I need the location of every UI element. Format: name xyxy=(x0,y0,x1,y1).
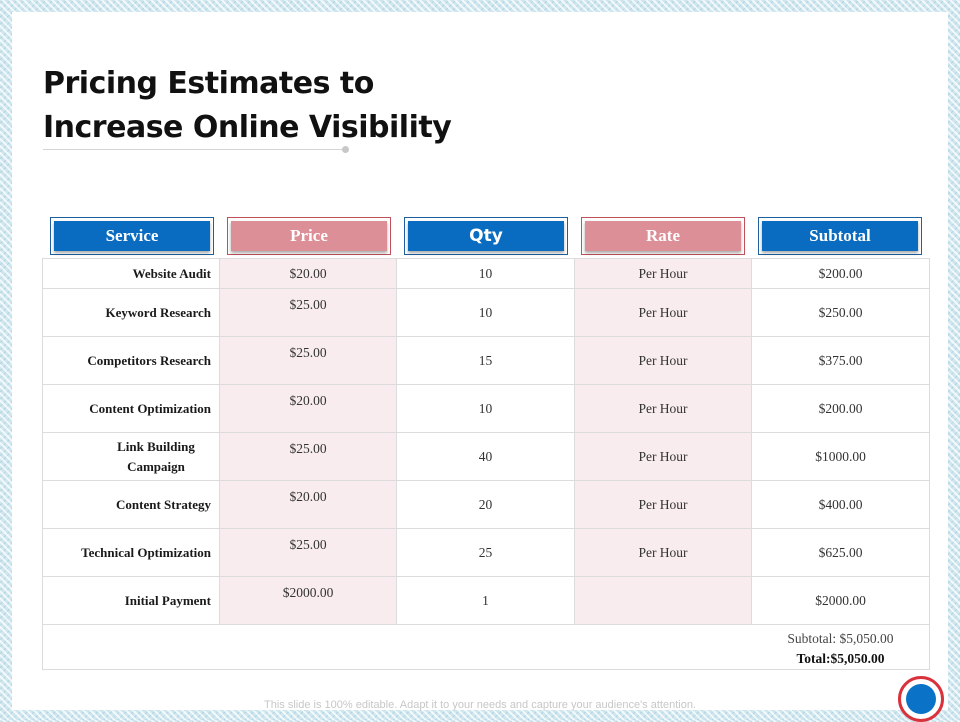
qty-cell: 10 xyxy=(397,289,575,336)
table-row xyxy=(43,433,929,481)
table-row xyxy=(43,259,929,289)
header-price xyxy=(227,217,391,255)
price-cell: $20.00 xyxy=(220,481,397,528)
qty-cell: 10 xyxy=(397,259,575,288)
table-row xyxy=(43,577,929,625)
totals-block xyxy=(752,629,929,669)
header-qty-label: Qty xyxy=(408,221,564,251)
price-cell: $20.00 xyxy=(220,385,397,432)
header-rate xyxy=(581,217,745,255)
subtotal-cell: $200.00 xyxy=(818,265,863,281)
table-row xyxy=(43,481,929,529)
header-qty xyxy=(404,217,568,255)
rate-cell: Per Hour xyxy=(575,529,752,576)
subtotal-cell: $400.00 xyxy=(818,496,863,512)
header-subtotal xyxy=(758,217,922,255)
qty-cell: 1 xyxy=(397,577,575,624)
price-cell: $20.00 xyxy=(220,259,397,288)
subtotal-cell: $625.00 xyxy=(818,544,863,560)
header-rate-label: Rate xyxy=(585,221,741,251)
price-cell: $25.00 xyxy=(220,529,397,576)
service-cell: Website Audit xyxy=(43,259,220,288)
subtotal-cell: $2000.00 xyxy=(815,592,866,608)
pricing-table xyxy=(42,258,930,670)
title-underline-dot xyxy=(342,146,349,153)
footer-note: This slide is 100% editable. Adapt it to your needs and capture your audience's attention. xyxy=(264,699,696,711)
subtotal-cell: $375.00 xyxy=(818,352,863,368)
title-line-2: Increase Online Visibility xyxy=(43,110,452,145)
price-cell: $2000.00 xyxy=(220,577,397,624)
title-underline xyxy=(43,149,343,150)
rate-cell xyxy=(575,577,752,624)
rate-cell: Per Hour xyxy=(575,481,752,528)
subtotal-cell: $1000.00 xyxy=(815,448,866,464)
service-cell: Content Optimization xyxy=(43,385,220,432)
subtotal-summary: Subtotal: $5,050.00 xyxy=(787,631,894,646)
table-row xyxy=(43,385,929,433)
price-cell: $25.00 xyxy=(220,337,397,384)
table-row xyxy=(43,289,929,337)
title-line-1: Pricing Estimates to xyxy=(43,66,374,101)
service-cell: Competitors Research xyxy=(43,337,220,384)
corner-dot-decoration xyxy=(906,684,936,714)
qty-cell: 25 xyxy=(397,529,575,576)
service-cell: Technical Optimization xyxy=(43,529,220,576)
price-cell: $25.00 xyxy=(220,433,397,480)
header-service-label: Service xyxy=(54,221,210,251)
rate-cell: Per Hour xyxy=(575,433,752,480)
header-subtotal-label: Subtotal xyxy=(762,221,918,251)
qty-cell: 10 xyxy=(397,385,575,432)
service-cell: Link Building Campaign xyxy=(43,433,220,480)
price-cell: $25.00 xyxy=(220,289,397,336)
total-summary: Total:$5,050.00 xyxy=(796,651,885,666)
rate-cell: Per Hour xyxy=(575,259,752,288)
subtotal-cell: $200.00 xyxy=(818,400,863,416)
header-price-label: Price xyxy=(231,221,387,251)
subtotal-cell: $250.00 xyxy=(818,304,863,320)
rate-cell: Per Hour xyxy=(575,337,752,384)
slide-title xyxy=(43,62,451,150)
table-row xyxy=(43,337,929,385)
header-service xyxy=(50,217,214,255)
rate-cell: Per Hour xyxy=(575,385,752,432)
slide xyxy=(12,12,948,710)
rate-cell: Per Hour xyxy=(575,289,752,336)
service-cell: Initial Payment xyxy=(43,577,220,624)
table-row xyxy=(43,529,929,577)
qty-cell: 15 xyxy=(397,337,575,384)
service-cell: Keyword Research xyxy=(43,289,220,336)
qty-cell: 40 xyxy=(397,433,575,480)
service-cell: Content Strategy xyxy=(43,481,220,528)
qty-cell: 20 xyxy=(397,481,575,528)
